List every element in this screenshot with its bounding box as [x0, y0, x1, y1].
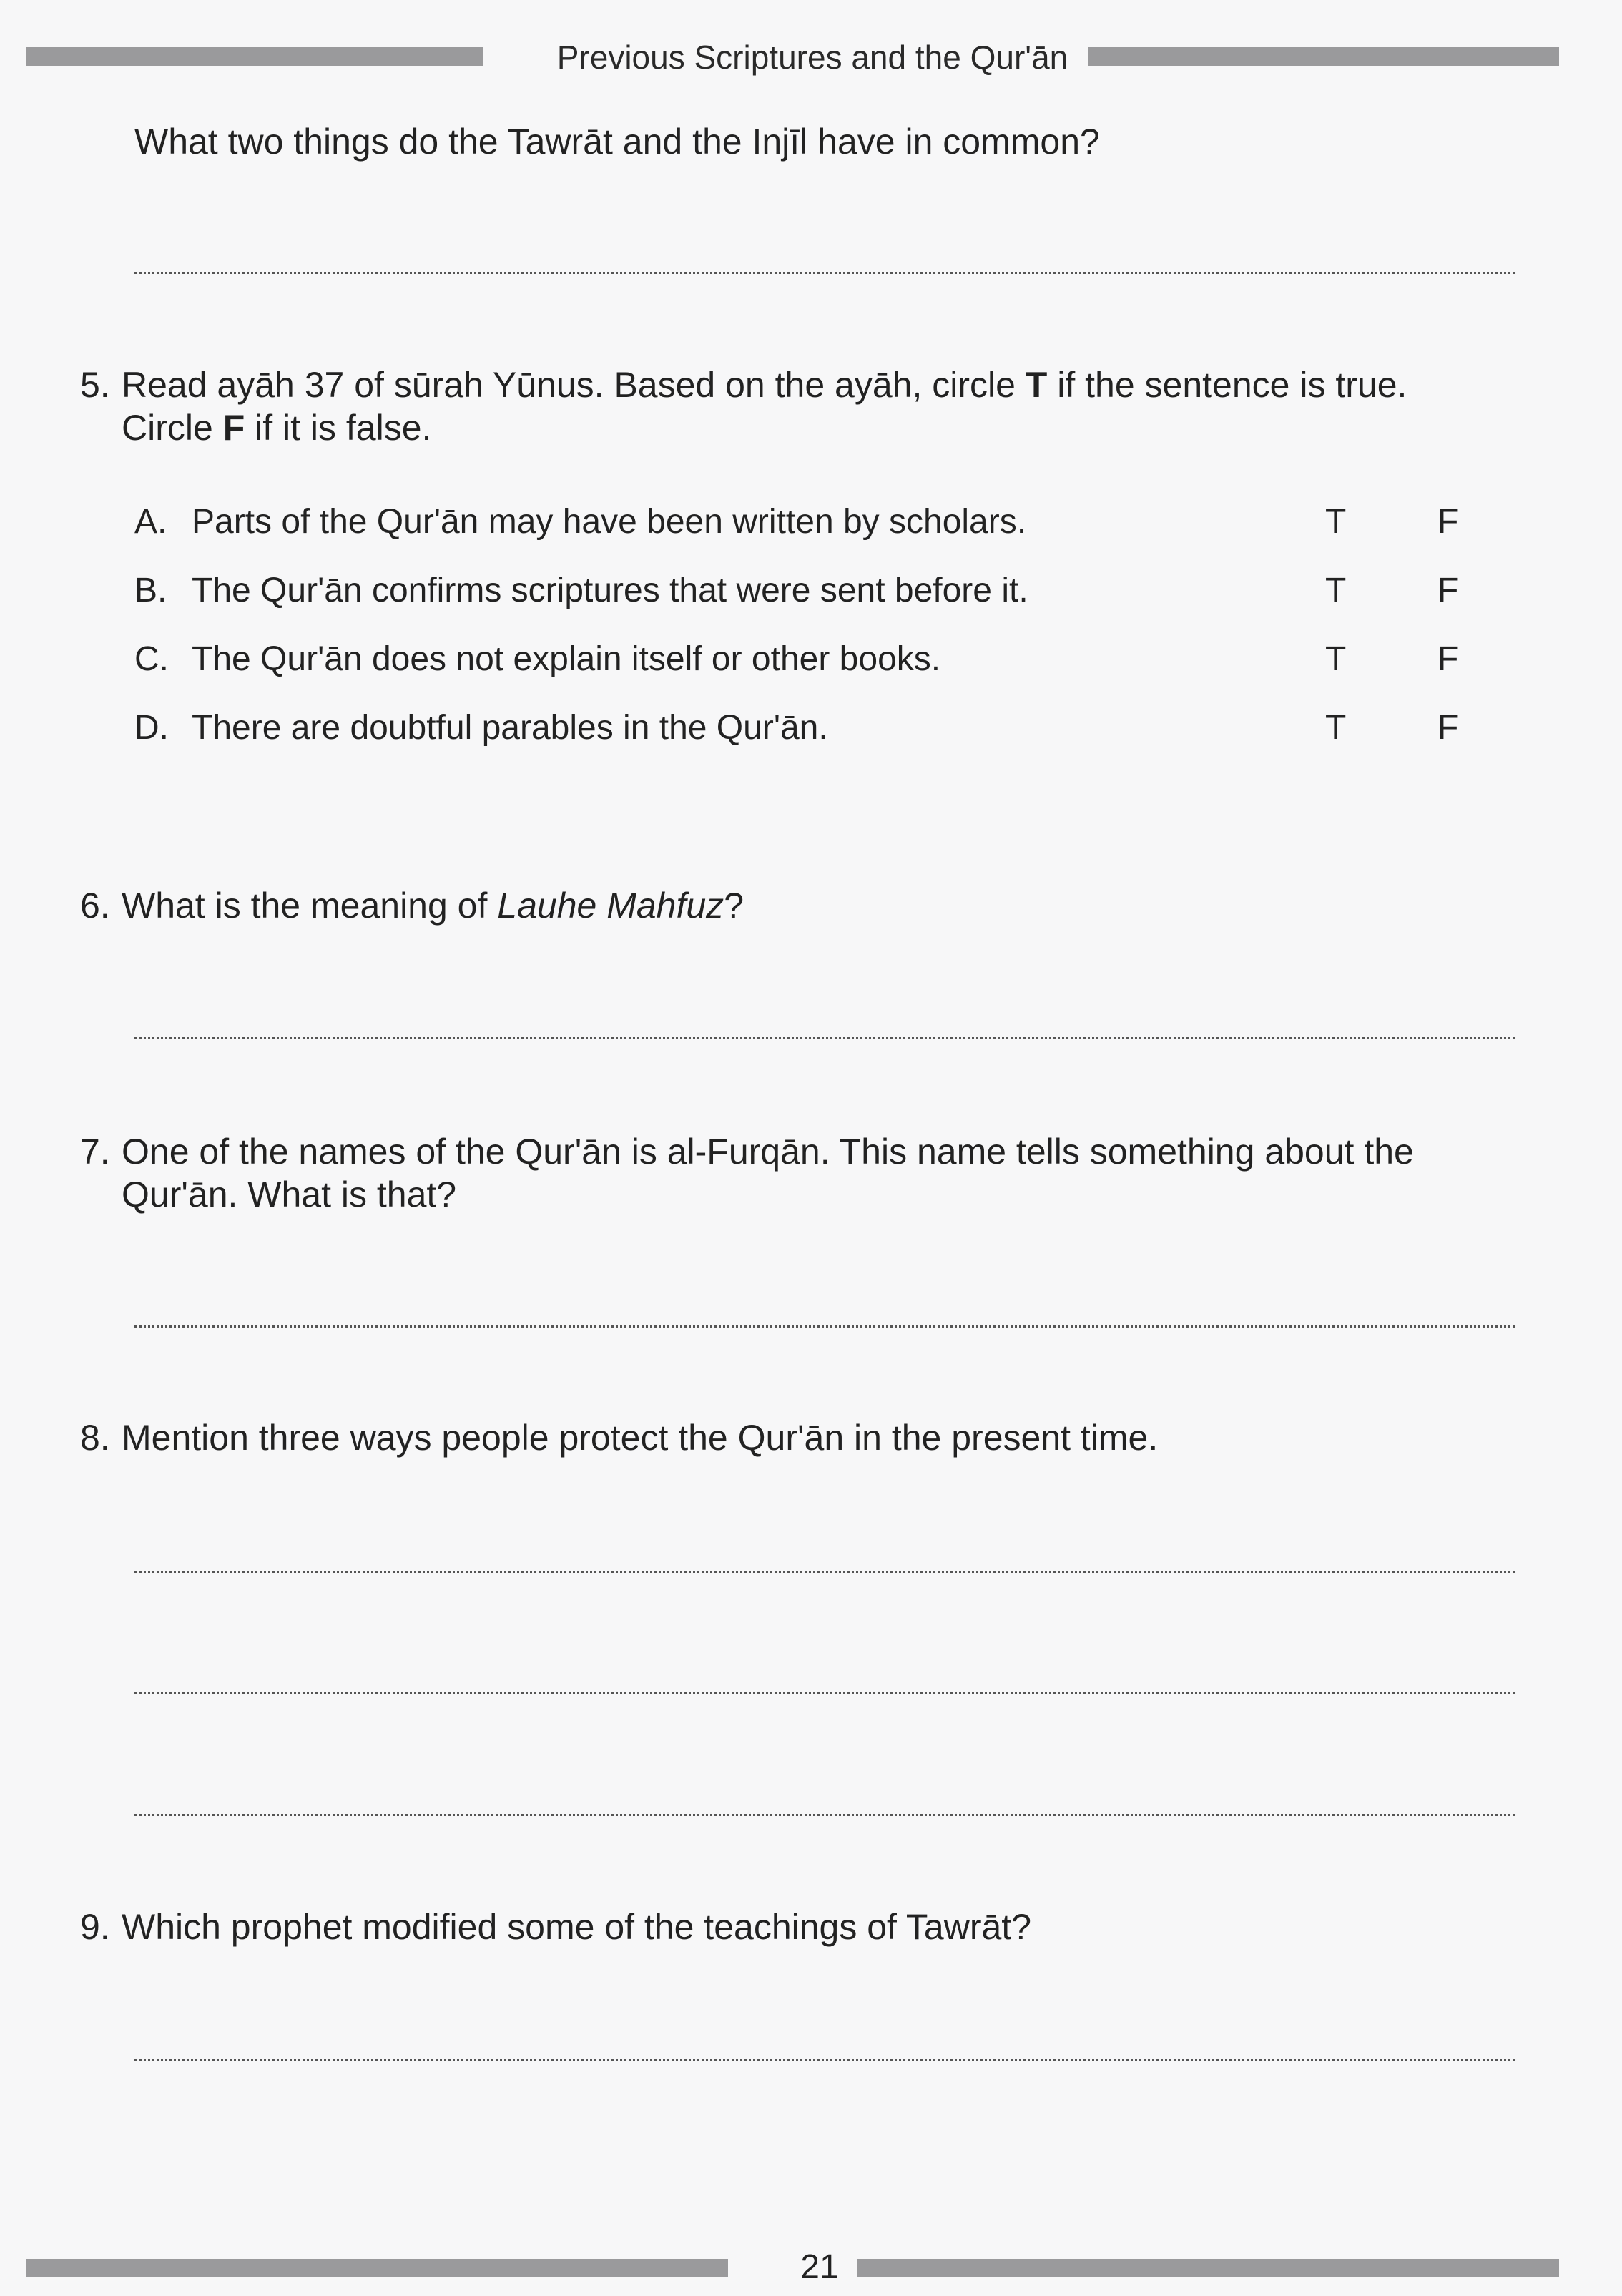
true-mark: T	[1025, 365, 1048, 405]
tf-statement: There are doubtful parables in the Qur'ān.	[192, 709, 828, 747]
question-number: 9.	[80, 1907, 110, 1947]
question-9	[80, 1905, 1031, 1948]
question-5-text-b: if the sentence is true.	[1047, 365, 1407, 405]
intro-question	[134, 120, 1100, 163]
header-bar-left	[26, 47, 483, 66]
footer-bar-left	[26, 2259, 728, 2277]
tf-statement: Parts of the Qur'ān may have been written by scholars.	[192, 503, 1027, 541]
question-9-text: Which prophet modified some of the teachings of Tawrāt?	[122, 1907, 1031, 1947]
answer-line-intro[interactable]	[134, 272, 1515, 274]
page-header	[26, 36, 1559, 79]
answer-line-9[interactable]	[134, 2059, 1515, 2061]
question-6	[80, 884, 744, 927]
answer-line-8c[interactable]	[134, 1814, 1515, 1816]
tf-true-option[interactable]: T	[1325, 503, 1347, 541]
tf-statement: The Qur'ān does not explain itself or other books.	[192, 640, 941, 678]
intro-question-text: What two things do the Tawrāt and the Injīl have in common?	[134, 122, 1100, 162]
tf-false-option[interactable]: F	[1437, 503, 1459, 541]
page-number: 21	[800, 2248, 839, 2286]
tf-statement: The Qur'ān confirms scriptures that were sent before it.	[192, 571, 1028, 609]
question-6-text: What is the meaning of	[122, 885, 498, 926]
tf-letter: C.	[134, 640, 169, 678]
tf-item-d	[134, 707, 1493, 750]
answer-line-7[interactable]	[134, 1325, 1515, 1328]
question-number: 6.	[80, 885, 110, 926]
question-5-text-c: Circle	[122, 408, 223, 448]
tf-item-c	[134, 638, 1493, 681]
question-number: 7.	[80, 1132, 110, 1172]
answer-line-6[interactable]	[134, 1037, 1515, 1039]
question-5-text-d: if it is false.	[245, 408, 432, 448]
question-8	[80, 1416, 1158, 1459]
tf-letter: A.	[134, 503, 167, 541]
tf-true-option[interactable]: T	[1325, 640, 1347, 678]
question-5-text-a: Read ayāh 37 of sūrah Yūnus. Based on the ayāh, circle	[122, 365, 1026, 405]
question-8-text: Mention three ways people protect the Qur'ān in the present time.	[122, 1418, 1159, 1458]
question-6-term: Lauhe Mahfuz	[497, 885, 724, 926]
tf-letter: D.	[134, 709, 169, 747]
question-7-line2: Qur'ān. What is that?	[122, 1174, 457, 1215]
question-7-line1: One of the names of the Qur'ān is al-Furqān. This name tells something about the	[122, 1132, 1414, 1172]
question-5	[80, 363, 1553, 449]
tf-item-a	[134, 501, 1493, 544]
tf-false-option[interactable]: F	[1437, 709, 1459, 747]
page-footer	[26, 2248, 1559, 2296]
answer-line-8a[interactable]	[134, 1571, 1515, 1573]
tf-true-option[interactable]: T	[1325, 709, 1347, 747]
footer-bar-right	[857, 2259, 1559, 2277]
question-number: 8.	[80, 1418, 110, 1458]
header-bar-right	[1088, 47, 1559, 66]
false-mark: F	[222, 408, 245, 448]
question-7	[80, 1130, 1560, 1216]
tf-true-option[interactable]: T	[1325, 571, 1347, 609]
tf-false-option[interactable]: F	[1437, 640, 1459, 678]
question-number: 5.	[80, 365, 110, 405]
header-title: Previous Scriptures and the Qur'ān	[556, 39, 1068, 76]
answer-line-8b[interactable]	[134, 1692, 1515, 1694]
tf-item-b	[134, 569, 1493, 612]
tf-false-option[interactable]: F	[1437, 571, 1459, 609]
question-6-end: ?	[724, 885, 744, 926]
tf-letter: B.	[134, 571, 167, 609]
